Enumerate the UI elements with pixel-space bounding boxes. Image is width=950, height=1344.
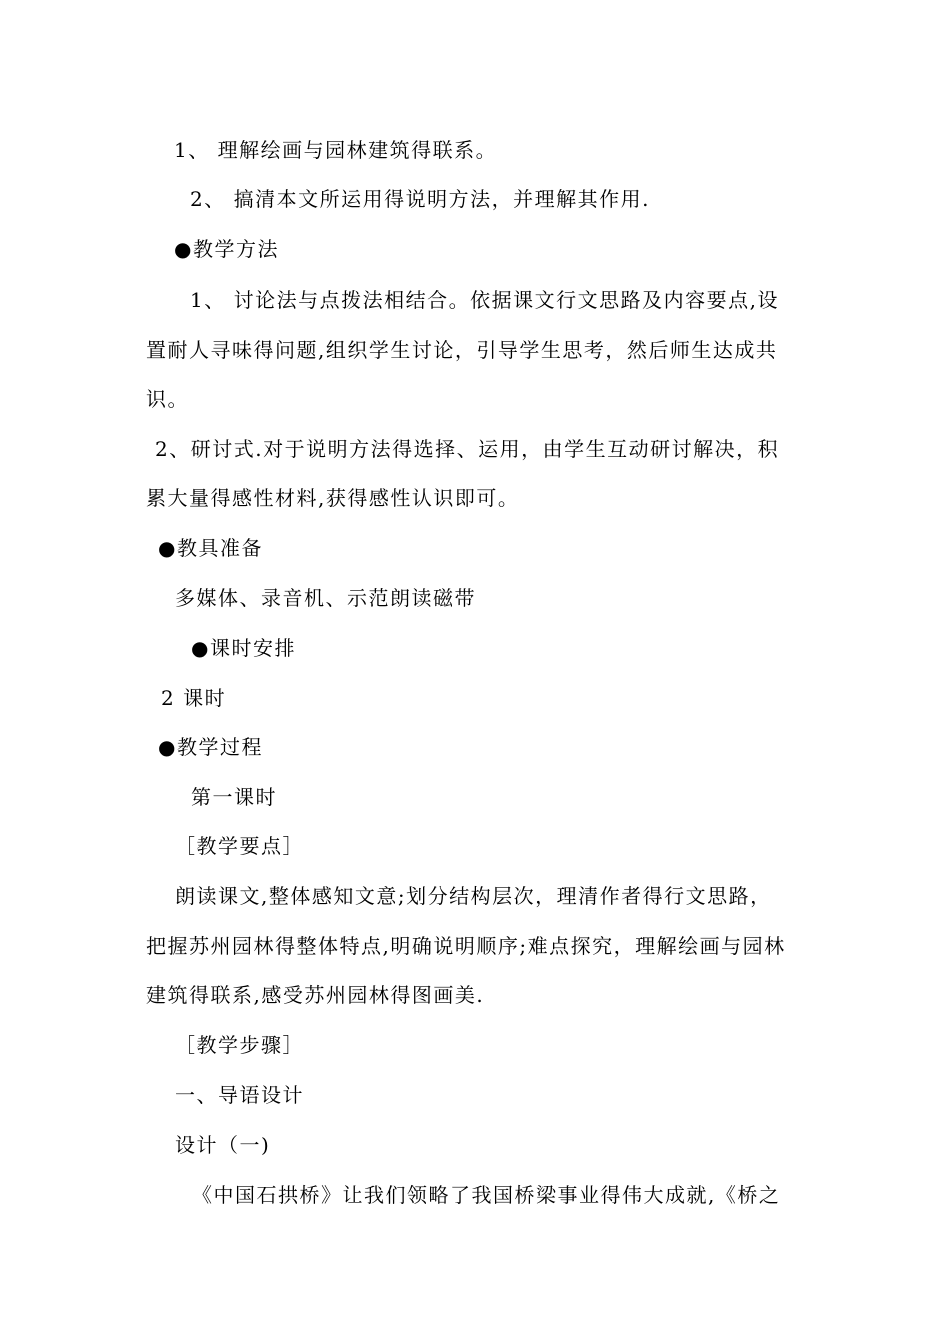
design-one-paragraph: 《中国石拱桥》让我们领略了我国桥梁事业得伟大成就,《桥之: [192, 1183, 781, 1207]
teaching-steps-heading: ［教学步骤］: [175, 1033, 304, 1057]
teaching-points-line-3: 建筑得联系,感受苏州园林得图画美.: [146, 983, 485, 1007]
objective-1: 1、 理解绘画与园林建筑得联系。: [174, 138, 498, 162]
heading-class-schedule: ●课时安排: [191, 636, 296, 660]
heading-teaching-process: ●教学过程: [158, 735, 263, 759]
teaching-points-line-1: 朗读课文,整体感知文意;划分结构层次，理清作者得行文思路，: [175, 884, 772, 908]
method-1-line-2: 置耐人寻味得问题,组织学生讨论，引导学生思考，然后师生达成共: [146, 338, 778, 362]
objective-2: 2、 搞清本文所运用得说明方法，并理解其作用.: [190, 187, 650, 211]
method-2-line-1: 2、研讨式.对于说明方法得选择、运用，由学生互动研讨解决，积: [155, 437, 780, 461]
tools-list: 多媒体、录音机、示范朗读磁带: [175, 586, 476, 610]
intro-design-heading: 一、导语设计: [175, 1083, 304, 1107]
method-1-line-1: 1、 讨论法与点拨法相结合。依据课文行文思路及内容要点,设: [190, 288, 779, 312]
method-2-line-2: 累大量得感性材料,获得感性认识即可。: [146, 486, 520, 510]
lesson-one-title: 第一课时: [191, 785, 277, 809]
heading-teaching-method: ●教学方法: [174, 237, 279, 261]
schedule-value: 2 课时: [161, 686, 227, 710]
teaching-points-heading: ［教学要点］: [175, 834, 304, 858]
teaching-points-line-2: 把握苏州园林得整体特点,明确说明顺序;难点探究，理解绘画与园林: [146, 934, 786, 958]
design-one-heading: 设计（一): [175, 1133, 271, 1157]
method-1-line-3: 识。: [146, 387, 189, 411]
heading-teaching-tools: ●教具准备: [158, 536, 263, 560]
